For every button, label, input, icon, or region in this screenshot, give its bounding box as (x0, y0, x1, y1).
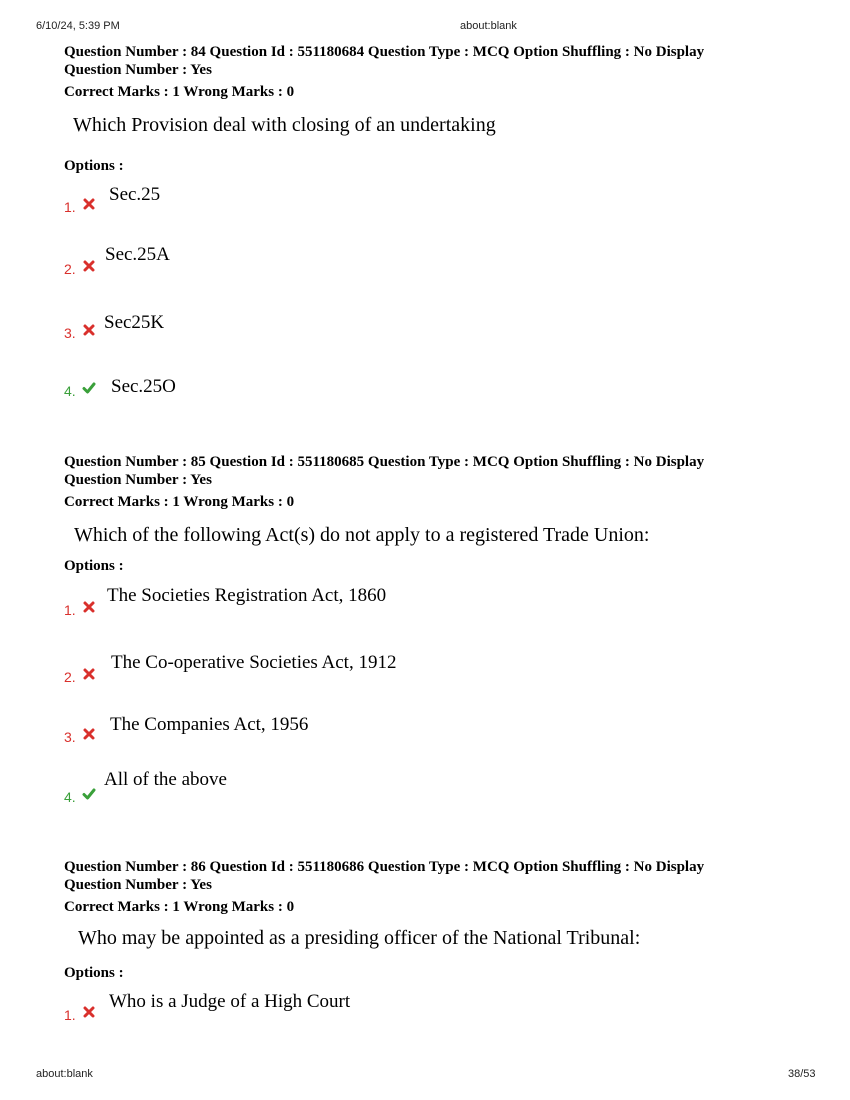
option-number: 4. (64, 789, 76, 805)
question-meta: Question Number : 84 Question Id : 551180684 Question Type : MCQ Option Shuffling : No Display (64, 44, 705, 60)
question-meta-cont: Question Number : Yes (64, 472, 212, 488)
option-text: The Co-operative Societies Act, 1912 (111, 652, 397, 673)
option-text: The Companies Act, 1956 (110, 714, 309, 735)
cross-icon (82, 259, 96, 273)
cross-icon (82, 727, 96, 741)
question-marks: Correct Marks : 1 Wrong Marks : 0 (64, 84, 295, 100)
cross-icon (82, 323, 96, 337)
option-text: All of the above (104, 769, 227, 790)
options-label: Options : (64, 558, 124, 574)
question-text: Which Provision deal with closing of an undertaking (73, 114, 496, 136)
question-marks: Correct Marks : 1 Wrong Marks : 0 (64, 494, 295, 510)
question-text: Which of the following Act(s) do not apply to a registered Trade Union: (74, 524, 650, 546)
question-meta: Question Number : 86 Question Id : 551180686 Question Type : MCQ Option Shuffling : No Display (64, 859, 705, 875)
cross-icon (82, 1005, 96, 1019)
options-label: Options : (64, 965, 124, 981)
cross-icon (82, 667, 96, 681)
question-meta: Question Number : 85 Question Id : 551180685 Question Type : MCQ Option Shuffling : No Display (64, 454, 705, 470)
option-number: 3. (64, 325, 76, 341)
check-icon (82, 381, 96, 395)
options-label: Options : (64, 158, 124, 174)
option-text: Sec25K (104, 312, 165, 333)
check-icon (82, 787, 96, 801)
option-number: 2. (64, 669, 76, 685)
cross-icon (82, 600, 96, 614)
option-text: The Societies Registration Act, 1860 (107, 585, 387, 606)
print-url: about:blank (36, 1068, 93, 1080)
option-text: Sec.25A (105, 244, 170, 265)
page-number: 38/53 (788, 1068, 816, 1080)
option-text: Who is a Judge of a High Court (109, 991, 351, 1012)
option-text: Sec.25 (109, 184, 161, 205)
cross-icon (82, 197, 96, 211)
question-meta-cont: Question Number : Yes (64, 62, 212, 78)
question-marks: Correct Marks : 1 Wrong Marks : 0 (64, 899, 295, 915)
question-meta-cont: Question Number : Yes (64, 877, 212, 893)
option-number: 4. (64, 383, 76, 399)
option-text: Sec.25O (111, 376, 176, 397)
print-datetime: 6/10/24, 5:39 PM (36, 20, 120, 32)
option-number: 3. (64, 729, 76, 745)
option-number: 1. (64, 199, 76, 215)
print-title: about:blank (460, 20, 517, 32)
option-number: 1. (64, 602, 76, 618)
option-number: 1. (64, 1007, 76, 1023)
option-number: 2. (64, 261, 76, 277)
question-text: Who may be appointed as a presiding officer of the National Tribunal: (78, 927, 641, 949)
